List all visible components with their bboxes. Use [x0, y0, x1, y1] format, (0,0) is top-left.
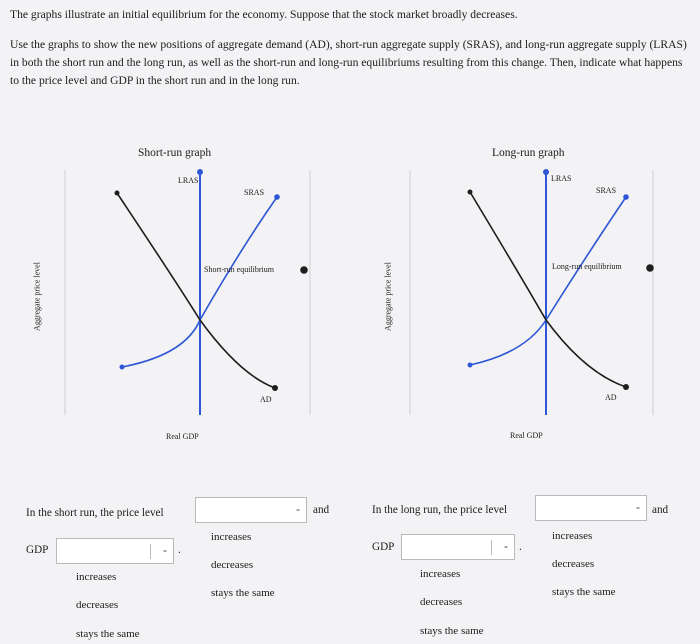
long-run-ad-handle-end[interactable] [623, 384, 629, 390]
long-run-price-option[interactable]: decreases [552, 558, 595, 570]
dropdown-arrow-icon: - [163, 543, 167, 557]
short-run-gdp-prompt: GDP [26, 544, 49, 556]
long-run-sras-handle-start[interactable] [468, 363, 473, 368]
short-run-price-option[interactable]: increases [211, 531, 252, 543]
long-run-lras-handle[interactable] [543, 169, 549, 175]
dropdown-arrow-icon: - [296, 502, 300, 516]
long-run-gdp-option[interactable]: increases [420, 568, 461, 580]
short-run-gdp-option[interactable]: increases [76, 571, 117, 583]
long-run-gdp-prompt: GDP [372, 541, 395, 553]
short-run-price-option[interactable]: stays the same [211, 587, 275, 599]
short-run-graph-title: Short-run graph [138, 147, 212, 159]
short-run-lras-label: LRAS [178, 176, 199, 185]
short-run-ad-handle-end[interactable] [272, 385, 278, 391]
long-run-lras-label: LRAS [551, 174, 572, 183]
long-run-price-dropdown[interactable] [535, 495, 647, 521]
short-run-ad-label: AD [260, 395, 272, 404]
dropdown-arrow-icon: - [504, 539, 508, 553]
short-run-y-axis-label: Aggregate price level [32, 262, 42, 331]
long-run-ad-label: AD [605, 393, 617, 402]
long-run-price-prompt: In the long run, the price level [372, 504, 508, 516]
dropdown-arrow-icon: - [636, 500, 640, 514]
short-run-period: . [178, 544, 181, 556]
short-run-gdp-dropdown[interactable] [56, 538, 174, 564]
short-run-price-prompt: In the short run, the price level [26, 507, 164, 519]
short-run-price-option[interactable]: decreases [211, 559, 254, 571]
long-run-price-option[interactable]: stays the same [552, 586, 616, 598]
long-run-equilibrium-label: Long-run equilibrium [552, 262, 622, 271]
long-run-equilibrium-marker[interactable] [646, 264, 654, 272]
short-run-ad-handle-start[interactable] [115, 191, 120, 196]
short-run-lras-handle[interactable] [197, 169, 203, 175]
long-run-and-text: and [652, 504, 669, 516]
long-run-graph-canvas[interactable] [370, 160, 680, 440]
short-run-sras-handle-start[interactable] [120, 365, 125, 370]
instructions-line-1: The graphs illustrate an initial equilibrium for the economy. Suppose that the stock market broadly decreases. [10, 8, 518, 21]
short-run-price-dropdown[interactable] [195, 497, 307, 523]
short-run-and-text: and [313, 504, 330, 516]
short-run-gdp-option[interactable]: stays the same [76, 628, 140, 640]
long-run-gdp-dropdown[interactable] [401, 534, 515, 560]
dropdown-separator [150, 544, 151, 559]
instructions-line-2: Use the graphs to show the new positions of aggregate demand (AD), short-run aggregate supply (SRAS), and long-run aggregate supply (LRAS) in both the short run and the long run, as well as the short-run and long-run equilibriums resulting from this change. Then, indicate what happens to the price level and GDP in the short run and in the long run. [10, 38, 687, 87]
short-run-x-axis-label: Real GDP [166, 432, 199, 441]
long-run-sras-curve[interactable] [470, 197, 626, 365]
long-run-price-option[interactable]: increases [552, 530, 593, 542]
long-run-ad-handle-start[interactable] [468, 190, 473, 195]
short-run-gdp-option[interactable]: decreases [76, 599, 119, 611]
long-run-gdp-option[interactable]: decreases [420, 596, 463, 608]
short-run-graph-canvas[interactable] [25, 160, 335, 440]
short-run-equilibrium-label: Short-run equilibrium [204, 265, 274, 274]
dropdown-separator [491, 540, 492, 555]
long-run-sras-label: SRAS [596, 186, 617, 195]
long-run-gdp-option[interactable]: stays the same [420, 625, 484, 637]
short-run-sras-handle-end[interactable] [274, 194, 280, 200]
instructions [10, 6, 692, 102]
short-run-ad-curve[interactable] [117, 193, 275, 388]
long-run-y-axis-label: Aggregate price level [383, 262, 393, 331]
long-run-x-axis-label: Real GDP [510, 431, 543, 440]
long-run-sras-handle-end[interactable] [623, 194, 629, 200]
short-run-sras-label: SRAS [244, 188, 265, 197]
long-run-graph-title: Long-run graph [492, 147, 565, 159]
long-run-period: . [519, 541, 522, 553]
short-run-equilibrium-marker[interactable] [300, 266, 308, 274]
